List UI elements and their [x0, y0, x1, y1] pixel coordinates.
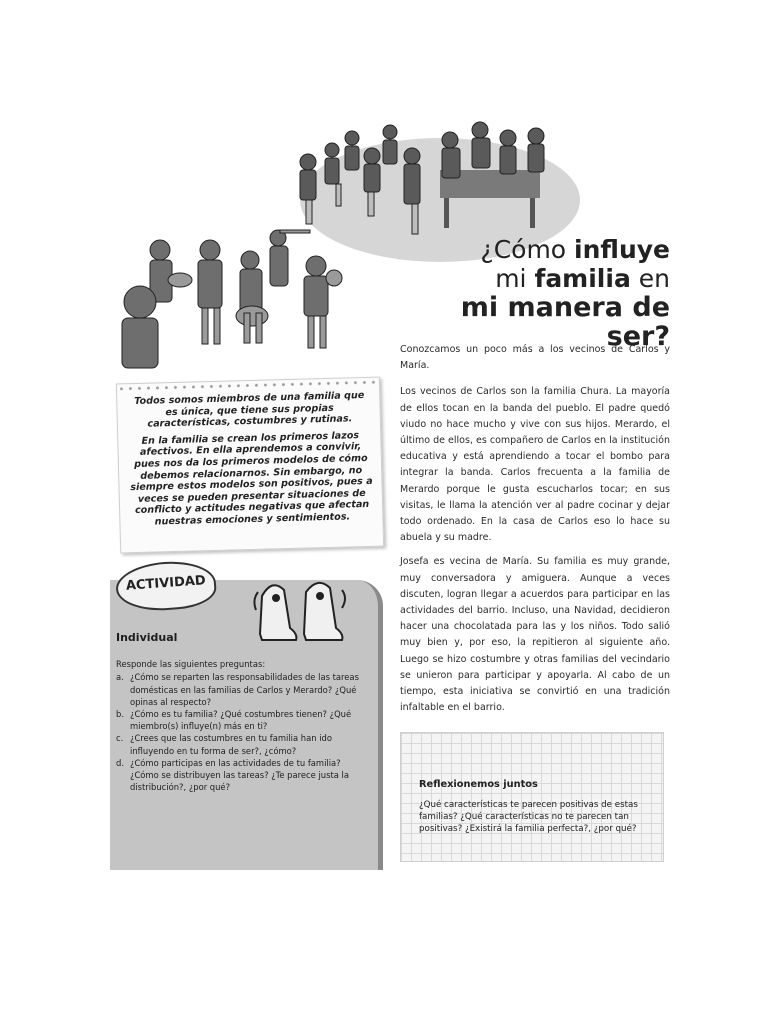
question-item	[116, 757, 368, 794]
question-text: ¿Crees que las costumbres en tu familia han ido influyendo en tu forma de ser?, ¿cómo?	[130, 733, 332, 756]
note-paragraph-2: En la familia se crean los primeros lazos afectivos. En ella aprendemos a convivir, pues nos da los primeros modelos de cómo debemos relacionarnos. Sin embargo, no siempre estos modelos son positivos, pues a veces se pueden presentar situaciones de conflicto y actitudes negativas que afectan nuestras emociones y sentimientos.	[130, 429, 373, 528]
title-line2-prefix: mi	[495, 264, 535, 293]
reflection-card	[400, 732, 664, 862]
reflection-title: Reflexionemos juntos	[419, 779, 538, 790]
question-letter: b.	[116, 709, 124, 720]
textbook-page	[110, 110, 670, 870]
note-paragraph-1: Todos somos miembros de una familia que es única, que tiene sus propias características, costumbres y rutinas.	[134, 389, 365, 430]
activity-label: ACTIVIDAD	[114, 559, 217, 614]
title-line3: mi manera de ser?	[460, 292, 670, 352]
question-letter: a.	[116, 672, 124, 683]
title-line2-bold: familia	[534, 264, 631, 293]
question-text: ¿Cómo participas en las actividades de tu familia? ¿Cómo se distribuyen las tareas? ¿Te parece justa la distribución?, ¿por qué?	[130, 757, 349, 793]
activity-heading: Individual	[116, 631, 178, 644]
body-paragraph-1: Conozcamos un poco más a los vecinos de Carlos y María.	[400, 344, 670, 372]
reflection-text: ¿Qué características te parecen positivas de estas familias? ¿Qué características no te parecen tan positivas? ¿Existirá la familia perfecta?, ¿por qué?	[419, 800, 638, 834]
body-text-column	[400, 342, 670, 724]
question-letter: d.	[116, 757, 124, 768]
title-line1-bold: influye	[574, 235, 670, 264]
question-item	[116, 708, 368, 732]
family-note-card	[116, 377, 384, 554]
question-text: ¿Cómo se reparten las responsabilidades de las tareas domésticas en las familias de Carlos y Merardo? ¿Qué opinas al respecto?	[130, 672, 359, 707]
question-item	[116, 732, 368, 756]
activity-intro: Responde las siguientes preguntas:	[116, 659, 266, 670]
title-line2-suffix: en	[630, 264, 670, 293]
title-line1-prefix: ¿Cómo	[480, 235, 575, 264]
question-letter: c.	[116, 733, 124, 744]
page-title	[400, 235, 670, 351]
question-text: ¿Cómo es tu familia? ¿Qué costumbres tienen? ¿Qué miembro(s) influye(n) más en ti?	[130, 709, 352, 732]
activity-content	[116, 632, 368, 793]
question-item	[116, 671, 368, 708]
body-paragraph-3: Josefa es vecina de María. Su familia es muy grande, muy conversadora y amiguera. Aunque a veces discuten, logran llegar a acuerdos para participar en las actividades del barrio. Incluso, una Navidad, decidieron hacer una chocolatada para las y los niños. Todo salió muy bien y, por eso, la repitieron al siguiente año. Luego se hizo costumbre y otras familias del vecindario se unieron para participar y apoyarla. Al cabo de un tiempo, esta iniciativa se convirtió en una tradición infaltable en el barrio.	[400, 556, 670, 714]
body-paragraph-2: Los vecinos de Carlos son la familia Chura. La mayoría de ellos tocan en la banda del pueblo. El padre quedó viudo no hace mucho y vive con sus hijos. Merardo, el último de ellos, es compañero de Carlos en la institución educativa y está aprendiendo a tocar el bombo para integrar la banda. Carlos frecuenta a la familia de Merardo porque le gusta escucharlos tocar; en sus visitas, le llama la atención ver al padre cocinar y dejar todo ordenado. En la casa de Carlos eso lo hace su abuela y su madre.	[400, 386, 670, 544]
